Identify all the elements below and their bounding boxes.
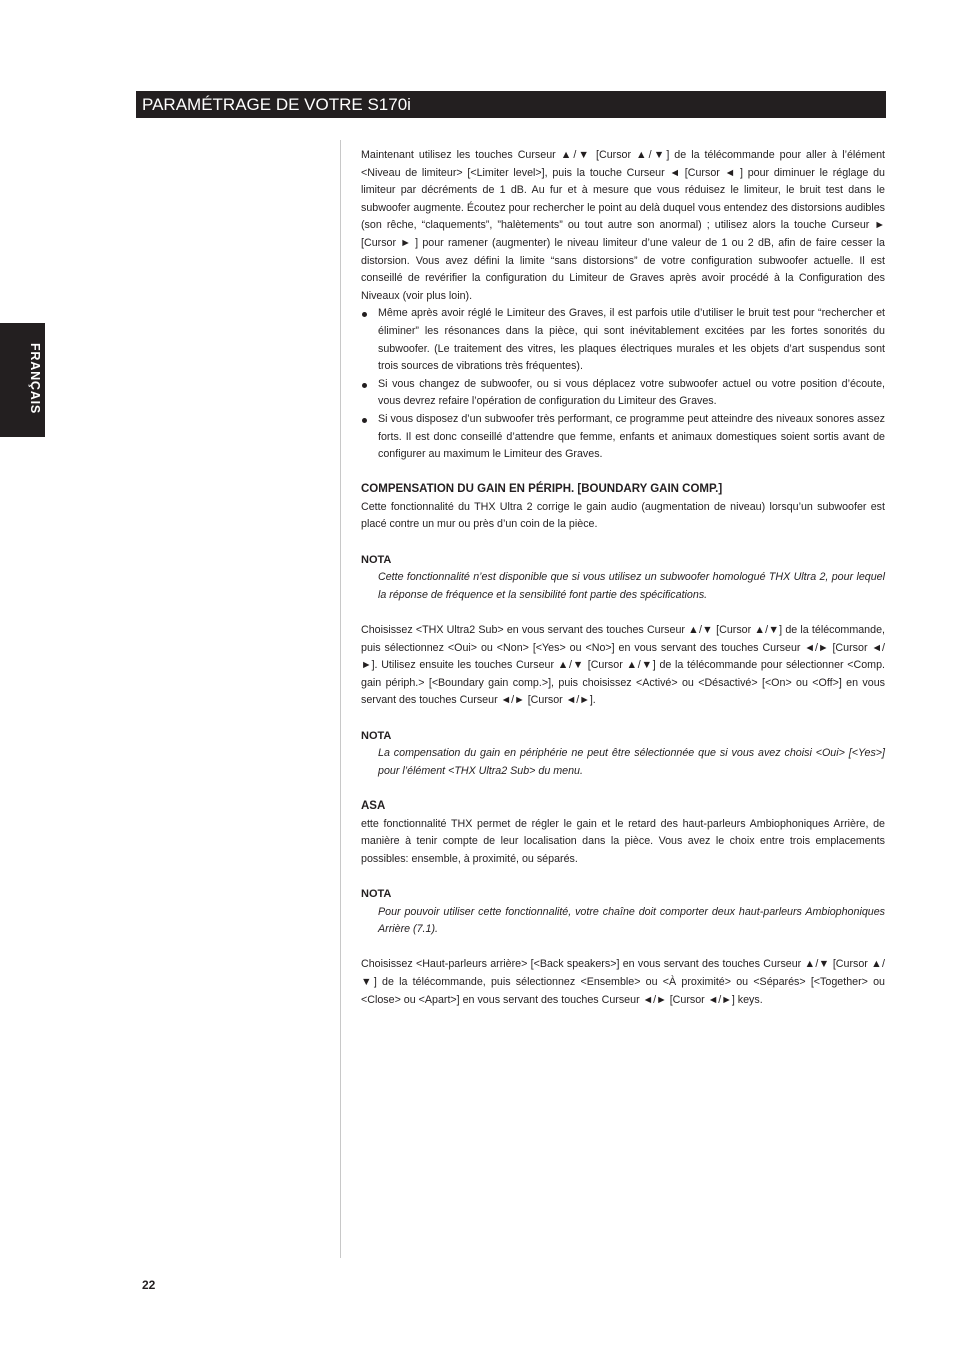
page-title: PARAMÉTRAGE DE VOTRE S170i (142, 95, 411, 114)
intro-paragraph: Maintenant utilisez les touches Curseur ▲/▼ [Cursor ▲/▼] de la télécommande pour aller à l’élément <Niveau de limiteur> [<Limiter level>], puis la touche Curseur ◄ [Cursor ◄ ] pour diminuer le réglage du limiteur par décréments de 1 dB. Au fur et à mesure que vous réduisez le limiteur, le bruit test dans le subwoofer augmente. Écoutez pour rechercher le point au delà duquel vous entendez des distorsions audibles (son rêche, “claquements”, ”halètements” ou tout autre son anormal) ; utilisez alors la touche Curseur ► [Cursor ► ] pour ramener (augmenter) le niveau limiteur d’une valeur de 1 ou 2 dB, afin de faire cesser la distorsion. Vous avez défini la limite “sans distorsions” de votre configuration subwoofer actuelle. Il est conseillé de revérifier la configuration du Limiteur de Graves après avoir procédé à la Configuration des Niveaux (voir plus loin). (361, 149, 885, 302)
list-item-text: Même après avoir réglé le Limiteur des Graves, il est parfois utile d’utiliser le bruit test pour “rechercher et éliminer” les résonances dans la pièce, qui sont inévitablement excitées par les fortes sonorités du subwoofer. (Le traitement des vitres, les plaques électriques murales et les objets d’art suspendus sont trois sources de vibrations très fréquentes). (378, 307, 885, 373)
main-column (361, 147, 885, 1009)
tips-list (361, 305, 885, 463)
boundary-gain-instructions: Choisissez <THX Ultra2 Sub> en vous servant des touches Curseur ▲/▼ [Cursor ▲/▼] de la télécommande, puis sélectionnez <Oui> ou <Non> [<Yes> ou <No>] en vous servant des touches Curseur ◄/► [Cursor ◄/►]. Utilisez ensuite les touches Curseur ▲/▼ [Cursor ▲/▼] de la télécommande pour sélectionner <Comp. gain périph.> [<Boundary gain comp.>], puis choisissez <Activé> ou <Désactivé> [<On> ou <Off>] en vous servant des touches Curseur ◄/► [Cursor ◄/►]. (361, 624, 885, 707)
asa-heading: ASA (361, 799, 386, 812)
boundary-gain-description: Cette fonctionnalité du THX Ultra 2 corrige le gain audio (augmentation de niveau) lorsqu’un subwoofer est placé contre un mur ou près d’un coin de la pièce. (361, 500, 885, 531)
bullet-icon (362, 383, 367, 388)
bullet-icon (362, 312, 367, 317)
note-label: NOTA (361, 553, 392, 566)
page-number: 22 (142, 1278, 156, 1292)
list-item-text: Si vous changez de subwoofer, ou si vous déplacez votre subwoofer actuel ou votre position d’écoute, vous devrez refaire l’opération de configuration du Limiteur des Graves. (378, 377, 885, 408)
column-divider (340, 140, 341, 1258)
list-item (361, 376, 885, 411)
language-tab (0, 323, 45, 437)
header-bar (136, 91, 886, 118)
note-text: Pour pouvoir utiliser cette fonctionnalité, votre chaîne doit comporter deux haut-parleurs Ambiophoniques Arrière (7.1). (378, 905, 885, 936)
note-label: NOTA (361, 729, 392, 742)
list-item (361, 305, 885, 375)
note-label: NOTA (361, 887, 392, 900)
asa-instructions: Choisissez <Haut-parleurs arrière> [<Back speakers>] en vous servant des touches Curseur ▲/▼ [Cursor ▲/▼] de la télécommande, puis sélectionnez <Ensemble> ou <À proximité> ou <Séparés> [<Together> ou <Close> ou <Apart>] en vous servant des touches Curseur ◄/► [Cursor ◄/►] keys. (361, 958, 885, 1006)
bullet-icon (362, 418, 367, 423)
list-item (361, 411, 885, 464)
list-item-text: Si vous disposez d’un subwoofer très performant, ce programme peut atteindre des niveaux sonores assez forts. Il est donc conseillé d’attendre que femme, enfants et animaux domestiques soient sortis avant de configurer au maximum le Limiteur des Graves. (378, 412, 885, 461)
note-text: Cette fonctionnalité n’est disponible que si vous utilisez un subwoofer homologué THX Ultra 2, pour lequel la réponse de fréquence et la sensibilité font partie des spécifications. (378, 571, 885, 601)
language-tab-label: FRANÇAIS (28, 343, 42, 414)
note-text: La compensation du gain en périphérie ne peut être sélectionnée que si vous avez choisi <Oui> [<Yes>] pour l’élément <THX Ultra2 Sub> du menu. (378, 747, 885, 777)
boundary-gain-heading: COMPENSATION DU GAIN EN PÉRIPH. [BOUNDARY GAIN COMP.] (361, 483, 723, 496)
asa-description: ette fonctionnalité THX permet de régler le gain et le retard des haut-parleurs Ambiophoniques Arrière, de manière à tenir compte de leur localisation dans la pièce. Vous avez le choix entre trois emplacements possibles: ensemble, à proximité, ou séparés. (361, 817, 885, 865)
